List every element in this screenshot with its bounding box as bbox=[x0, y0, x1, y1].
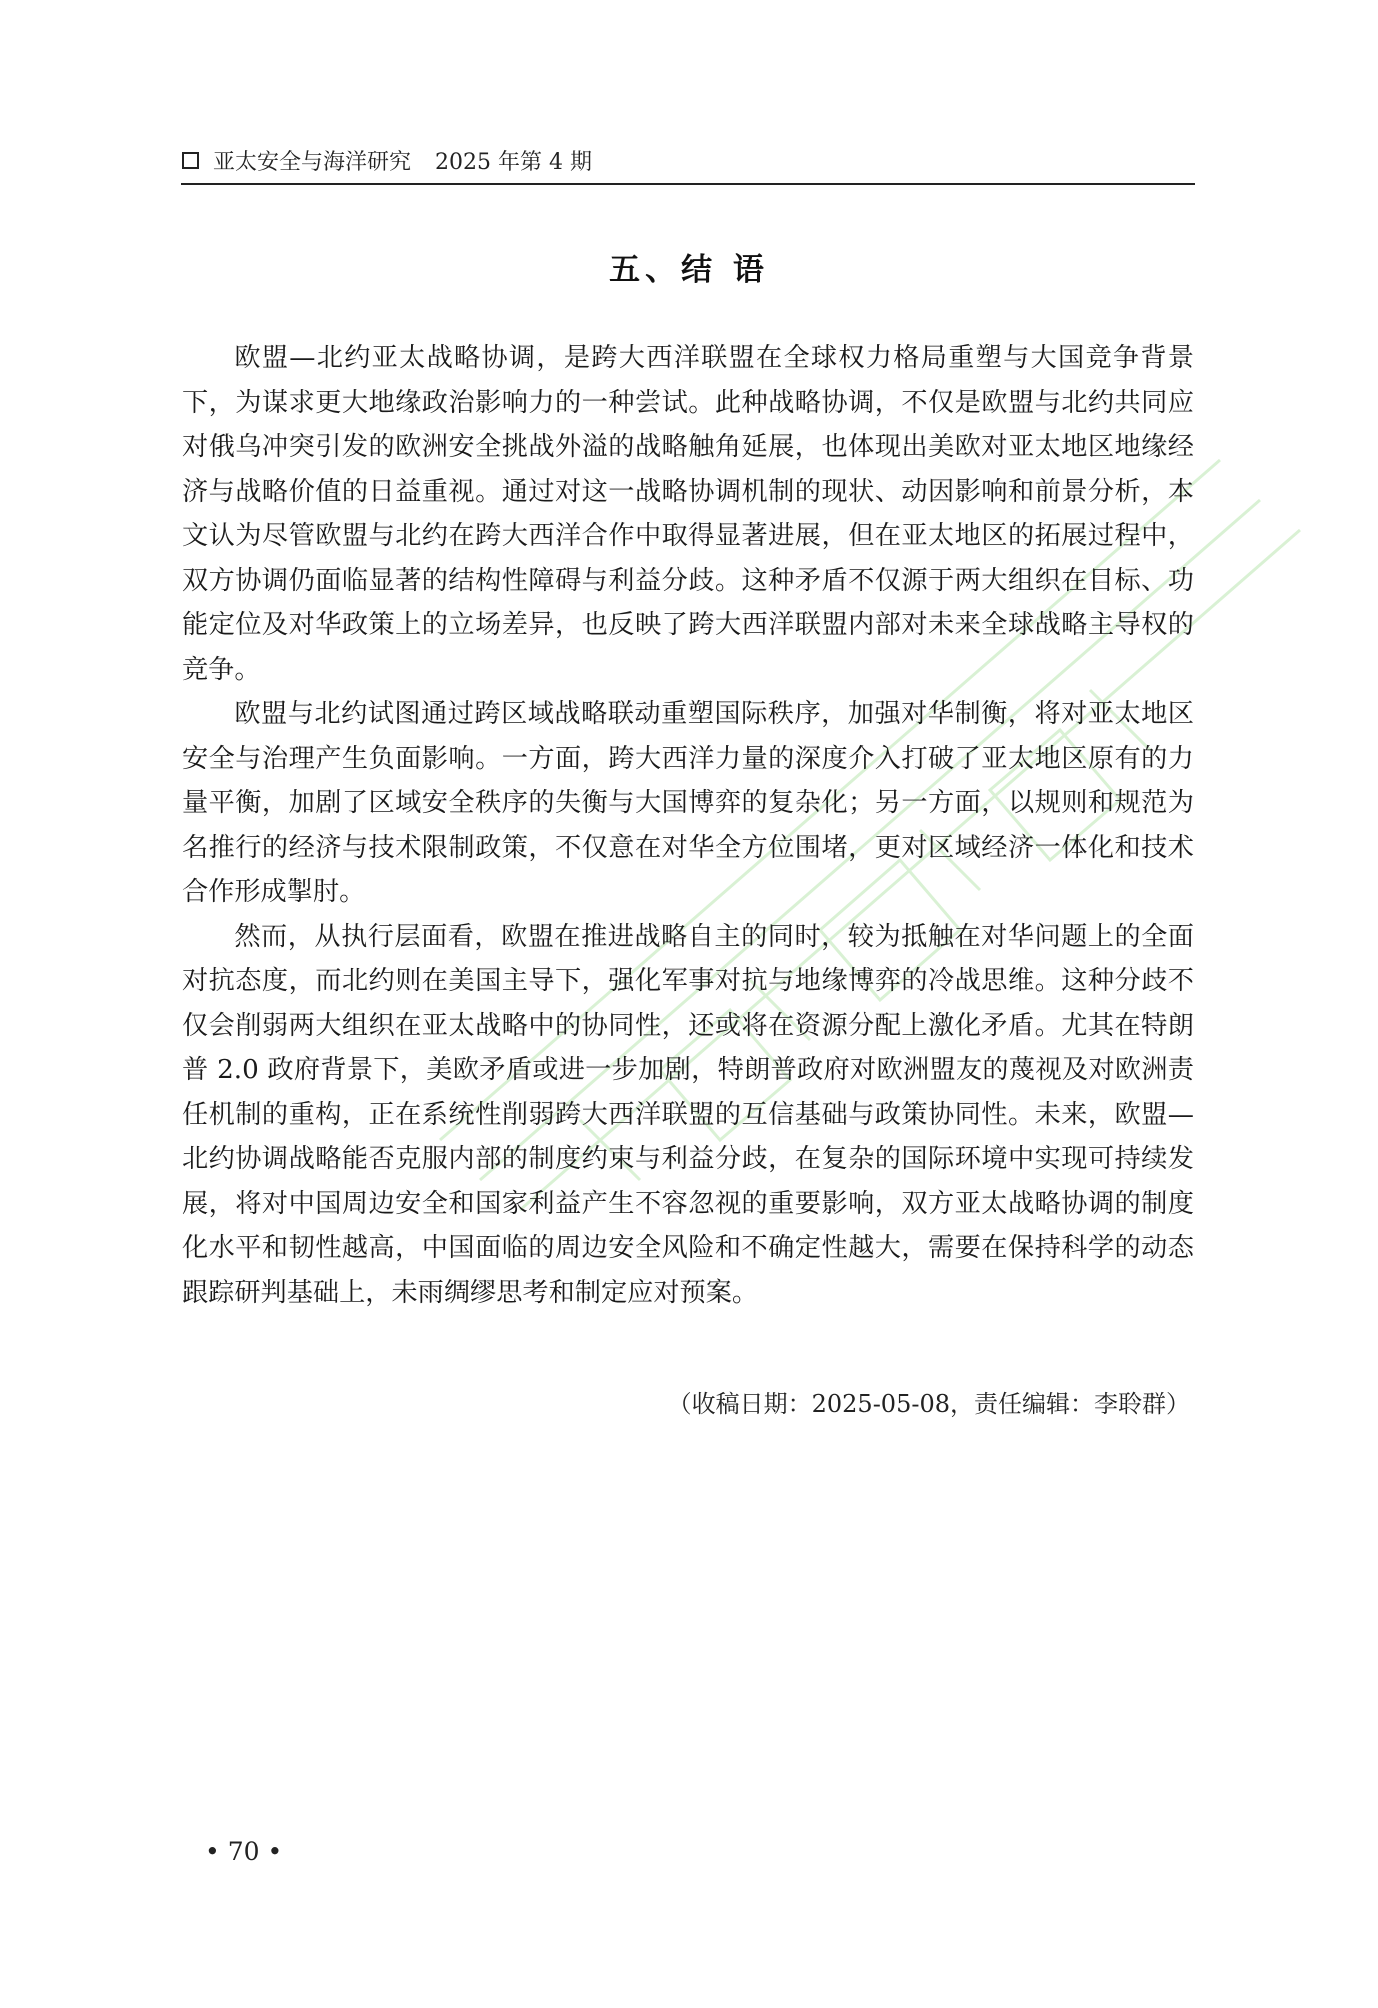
paragraph: 欧盟—北约亚太战略协调，是跨大西洋联盟在全球权力格局重塑与大国竞争背景下，为谋求更大地缘政治影响力的一种尝试。此种战略协调，不仅是欧盟与北约共同应对俄乌冲突引发的欧洲安全挑战外溢的战略触角延展，也体现出美欧对亚太地区地缘经济与战略价值的日益重视。通过对这一战略协调机制的现状、动因影响和前景分析，本文认为尽管欧盟与北约在跨大西洋合作中取得显著进展，但在亚太地区的拓展过程中，双方协调仍面临显著的结构性障碍与利益分歧。这种矛盾不仅源于两大组织在目标、功能定位及对华政策上的立场差异，也反映了跨大西洋联盟内部对未来全球战略主导权的竞争。 bbox=[182, 343, 1194, 685]
header-journal-name: 亚太安全与海洋研究 bbox=[213, 149, 412, 175]
running-header bbox=[182, 142, 592, 178]
body-text bbox=[182, 336, 1194, 1315]
section-title: 五、结 语 bbox=[609, 252, 769, 288]
header-rule bbox=[181, 183, 1195, 185]
received-editor-note: （收稿日期：2025-05-08，责任编辑：李聆群） bbox=[667, 1390, 1190, 1418]
square-marker-icon bbox=[182, 152, 199, 169]
page-number: • 70 • bbox=[205, 1837, 283, 1866]
paragraph: 欧盟与北约试图通过跨区域战略联动重塑国际秩序，加强对华制衡，将对亚太地区安全与治理产生负面影响。一方面，跨大西洋力量的深度介入打破了亚太地区原有的力量平衡，加剧了区域安全秩序的失衡与大国博弈的复杂化；另一方面，以规则和规范为名推行的经济与技术限制政策，不仅意在对华全方位围堵，更对区域经济一体化和技术合作形成掣肘。 bbox=[182, 699, 1194, 907]
paragraph: 然而，从执行层面看，欧盟在推进战略自主的同时，较为抵触在对华问题上的全面对抗态度，而北约则在美国主导下，强化军事对抗与地缘博弈的冷战思维。这种分歧不仅会削弱两大组织在亚太战略中的协同性，还或将在资源分配上激化矛盾。尤其在特朗普 2.0 政府背景下，美欧矛盾或进一步加剧，特朗普政府对欧洲盟友的蔑视及对欧洲责任机制的重构，正在系统性削弱跨大西洋联盟的互信基础与政策协同性。未来，欧盟—北约协调战略能否克服内部的制度约束与利益分歧，在复杂的国际环境中实现可持续发展，将对中国周边安全和国家利益产生不容忽视的重要影响，双方亚太战略协调的制度化水平和韧性越高，中国面临的周边安全风险和不确定性越大，需要在保持科学的动态跟踪研判基础上，未雨绸缪思考和制定应对预案。 bbox=[182, 921, 1194, 1308]
header-issue: 2025 年第 4 期 bbox=[435, 149, 592, 175]
